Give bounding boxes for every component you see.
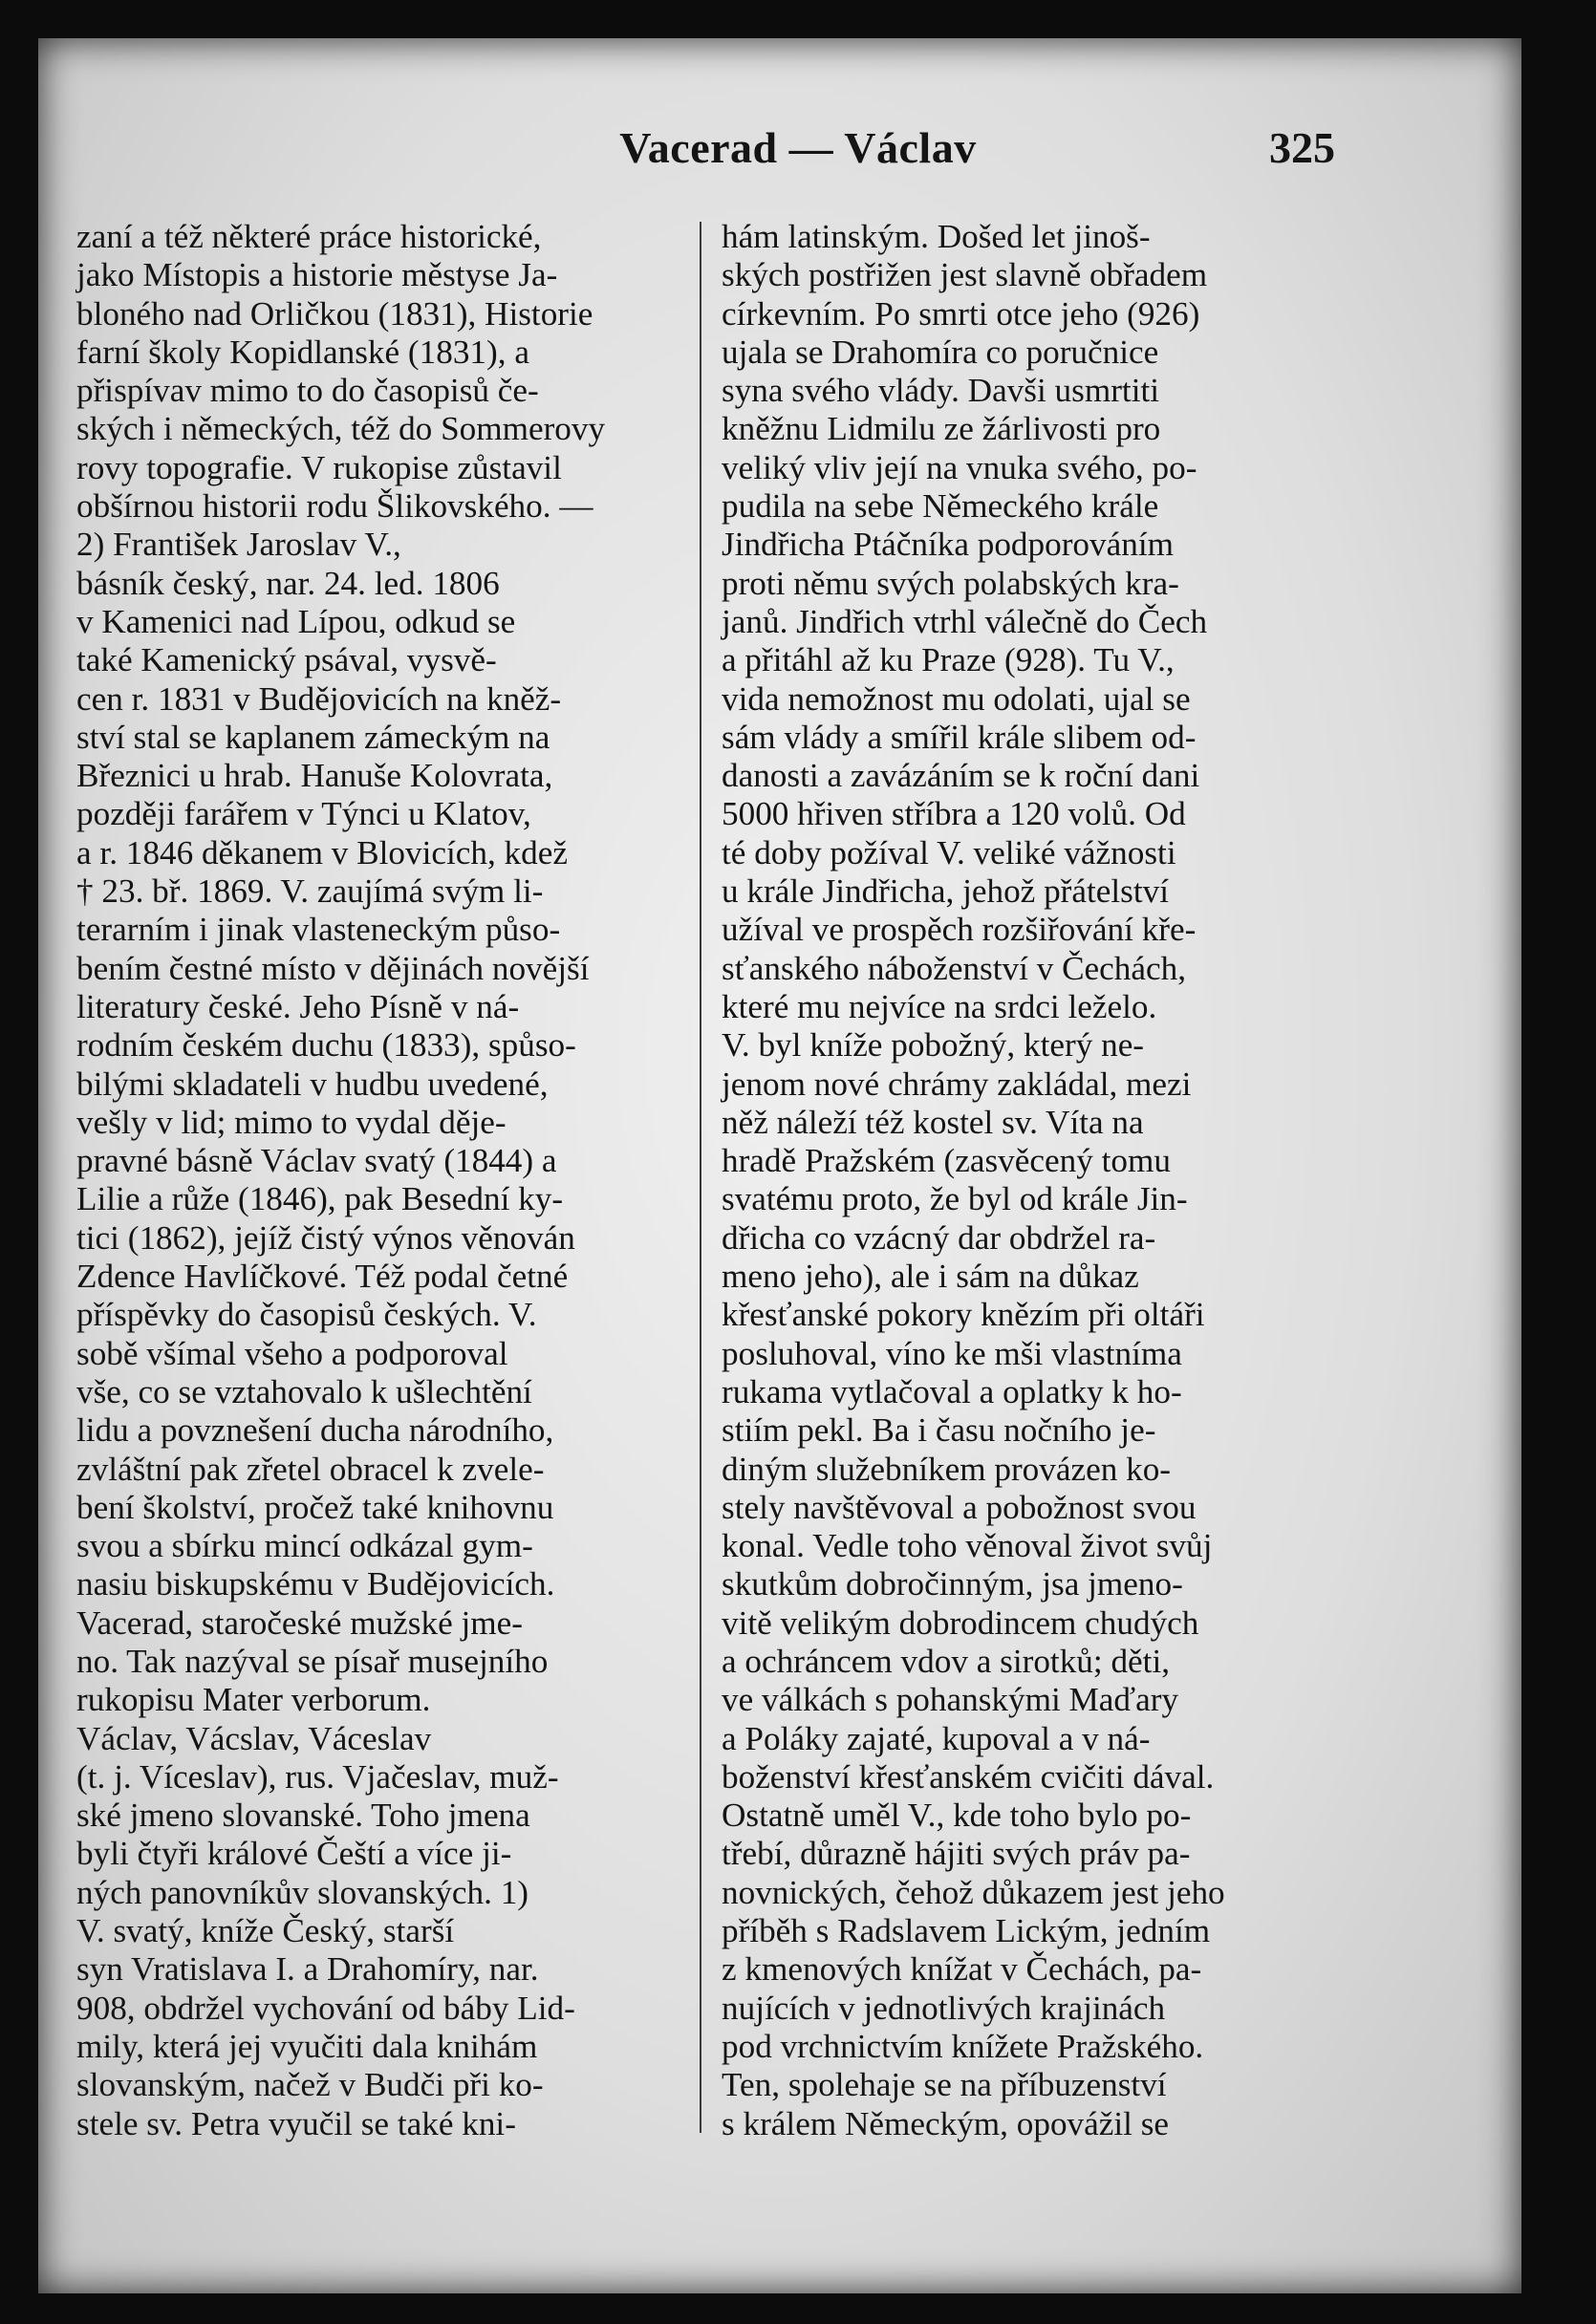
text-line: ských postřižen jest slavně obřadem	[722, 256, 1208, 294]
text-line: pudila na sebe Německého krále	[722, 487, 1159, 526]
text-line: slovanským, načež v Budči při ko-	[76, 2066, 544, 2104]
text-line: janů. Jindřich vtrhl válečně do Čech	[722, 602, 1208, 640]
text-line: Lilie a růže (1846), pak Besední ky-	[76, 1180, 564, 1218]
text-line: Ten, spolehaje se na příbuzenství	[722, 2066, 1167, 2104]
page-number: 325	[1269, 123, 1335, 172]
text-line: proti němu svých polabských kra-	[722, 564, 1179, 602]
text-line: a r. 1846 děkanem v Blovicích, kdež	[76, 833, 568, 872]
text-line: terarním i jinak vlasteneckým půso-	[76, 911, 561, 949]
text-line: hradě Pražském (zasvěcený tomu	[722, 1142, 1171, 1180]
text-line: V. byl kníže pobožný, který ne-	[722, 1026, 1145, 1065]
text-line: boženství křesťanském cvičiti dával.	[722, 1757, 1215, 1796]
column-divider	[700, 222, 701, 2133]
text-line: bení školství, pročež také knihovnu	[76, 1488, 554, 1526]
text-line: zaní a též některé práce historické,	[76, 218, 542, 255]
text-line: skutkům dobročinným, jsa jmeno-	[722, 1565, 1183, 1603]
text-line: také Kamenický psával, vysvě-	[76, 641, 497, 679]
text-line: sám vlády a smířil krále slibem od-	[722, 718, 1197, 756]
text-line: danosti a zavázáním se k roční dani	[722, 757, 1200, 795]
text-line: církevním. Po smrti otce jeho (926)	[722, 294, 1200, 333]
text-line: Václav, Vácslav, Váceslav	[76, 1719, 432, 1757]
text-line: pod vrchnictvím knížete Pražského.	[722, 2027, 1204, 2065]
text-line: Ostatně uměl V., kde toho bylo po-	[722, 1797, 1192, 1835]
text-line: vše, co se vztahovalo k ušlechtění	[76, 1372, 532, 1410]
text-line: 2) František Jaroslav V.,	[76, 526, 401, 564]
text-line: ujala se Drahomíra co poručnice	[722, 333, 1159, 371]
text-line: syna svého vlády. Davši usmrtiti	[722, 372, 1160, 410]
text-line: ve válkách s pohanskými Maďary	[722, 1681, 1179, 1719]
text-line: příběh s Radslavem Lickým, jedním	[722, 1912, 1211, 1950]
text-line: 908, obdržel vychování od báby Lid-	[76, 1989, 575, 2027]
text-line: křesťanské pokory knězím při oltáři	[722, 1296, 1205, 1334]
text-line: ných panovníkův slovanských. 1)	[76, 1873, 529, 1911]
text-line: kněžnu Lidmilu ze žárlivosti pro	[722, 410, 1161, 448]
text-line: mily, která jej vyučiti dala knihám	[76, 2027, 538, 2065]
text-line: jako Místopis a historie městyse Ja-	[76, 256, 558, 294]
text-line: novnických, čehož důkazem jest jeho	[722, 1873, 1225, 1911]
text-line: rodním českém duchu (1833), spůso-	[76, 1026, 576, 1065]
text-line: meno jeho), ale i sám na důkaz	[722, 1258, 1139, 1296]
text-line: vida nemožnost mu odolati, ujal se	[722, 679, 1191, 718]
text-line: stely navštěvoval a pobožnost svou	[722, 1488, 1197, 1526]
text-line: z kmenových knížat v Čechách, pa-	[722, 1950, 1202, 1989]
text-line: byli čtyři králové Čeští a více ji-	[76, 1835, 512, 1873]
text-line: diným služebníkem provázen ko-	[722, 1450, 1172, 1488]
text-line: posluhoval, víno ke mši vlastníma	[722, 1334, 1182, 1372]
text-line: a Poláky zajaté, kupoval a v ná-	[722, 1719, 1151, 1757]
text-line: Zdence Havlíčkové. Též podal četné	[76, 1258, 569, 1296]
text-line: a přitáhl až ku Praze (928). Tu V.,	[722, 641, 1175, 679]
text-line: jenom nové chrámy zakládal, mezi	[722, 1065, 1192, 1103]
text-line: veliký vliv její na vnuka svého, po-	[722, 448, 1197, 486]
text-line: lidu a povznešení ducha národního,	[76, 1411, 554, 1450]
text-line: (t. j. Víceslav), rus. Vjačeslav, muž-	[76, 1757, 559, 1796]
text-line: cen r. 1831 v Budějovicích na kněž-	[76, 679, 562, 718]
text-line: rovy topografie. V rukopise zůstavil	[76, 448, 562, 486]
text-line: které mu nejvíce na srdci leželo.	[722, 987, 1157, 1025]
text-line: Březnici u hrab. Hanuše Kolovrata,	[76, 757, 553, 795]
text-line: s králem Německým, opovážil se	[722, 2104, 1170, 2142]
text-line: příspěvky do časopisů českých. V.	[76, 1296, 537, 1334]
text-line: té doby požíval V. veliké vážnosti	[722, 833, 1176, 872]
text-line: zvláštní pak zřetel obracel k zvele-	[76, 1450, 545, 1488]
text-line: ství stal se kaplanem zámeckým na	[76, 718, 550, 756]
text-line: obšírnou historii rodu Šlikovského. —	[76, 487, 593, 526]
text-line: bilými skladateli v hudbu uvedené,	[76, 1065, 549, 1103]
running-header-title: Vacerad — Václav	[619, 123, 977, 172]
text-line: u krále Jindřicha, jehož přátelství	[722, 872, 1170, 911]
text-line: ských i německých, též do Sommerovy	[76, 410, 606, 448]
text-line: 5000 hřiven stříbra a 120 volů. Od	[722, 795, 1186, 833]
text-line: bením čestné místo v dějinách novější	[76, 949, 590, 987]
text-line: vitě velikým dobrodincem chudých	[722, 1603, 1199, 1642]
text-line: rukama vytlačoval a oplatky k ho-	[722, 1372, 1182, 1410]
text-line: V. svatý, kníže Český, starší	[76, 1912, 455, 1950]
text-line: později farářem v Týnci u Klatov,	[76, 795, 531, 833]
text-line: konal. Vedle toho věnoval život svůj	[722, 1527, 1213, 1565]
text-line: sťanského náboženství v Čechách,	[722, 949, 1187, 987]
text-line: literatury české. Jeho Písně v ná-	[76, 987, 520, 1025]
left-column	[76, 218, 659, 2143]
text-line: Jindřicha Ptáčníka podporováním	[722, 526, 1174, 564]
text-line: užíval ve prospěch rozšiřování kře-	[722, 911, 1197, 949]
text-line: ské jmeno slovanské. Toho jmena	[76, 1797, 530, 1835]
text-line: rukopisu Mater verborum.	[76, 1681, 431, 1719]
text-line: stele sv. Petra vyučil se také kni-	[76, 2104, 516, 2142]
text-line: vešly v lid; mimo to vydal děje-	[76, 1103, 507, 1141]
text-line: svatému proto, že byl od krále Jin-	[722, 1180, 1188, 1218]
text-line: syn Vratislava I. a Drahomíry, nar.	[76, 1950, 539, 1989]
text-line: nujících v jednotlivých krajinách	[722, 1989, 1166, 2027]
text-line: v Kamenici nad Lípou, odkud se	[76, 602, 516, 640]
text-line: třebí, důrazně hájiti svých práv pa-	[722, 1835, 1191, 1873]
text-line: a ochráncem vdov a sirotků; děti,	[722, 1642, 1171, 1680]
text-line: tici (1862), jejíž čistý výnos věnován	[76, 1218, 575, 1257]
text-line: nasiu biskupskému v Budějovicích.	[76, 1565, 555, 1603]
text-line: bloného nad Orličkou (1831), Historie	[76, 294, 593, 333]
text-line: hám latinským. Došed let jinoš-	[722, 218, 1151, 255]
text-line: sobě všímal všeho a podporoval	[76, 1334, 508, 1372]
text-line: přispívav mimo to do časopisů če-	[76, 372, 539, 410]
text-line: něž náleží též kostel sv. Víta na	[722, 1103, 1144, 1141]
text-line: básník český, nar. 24. led. 1806	[76, 564, 500, 602]
text-line: pravné básně Václav svatý (1844) a	[76, 1142, 557, 1180]
text-line: Vacerad, staročeské mužské jme-	[76, 1603, 523, 1642]
text-line: stiím pekl. Ba i času nočního je-	[722, 1411, 1156, 1450]
text-line: dřicha co vzácný dar obdržel ra-	[722, 1218, 1156, 1257]
text-line: † 23. bř. 1869. V. zaujímá svým li-	[76, 872, 544, 911]
text-line: svou a sbírku mincí odkázal gym-	[76, 1527, 533, 1565]
right-column	[722, 218, 1305, 2143]
text-line: farní školy Kopidlanské (1831), a	[76, 333, 529, 371]
text-line: no. Tak nazýval se písař musejního	[76, 1642, 549, 1680]
